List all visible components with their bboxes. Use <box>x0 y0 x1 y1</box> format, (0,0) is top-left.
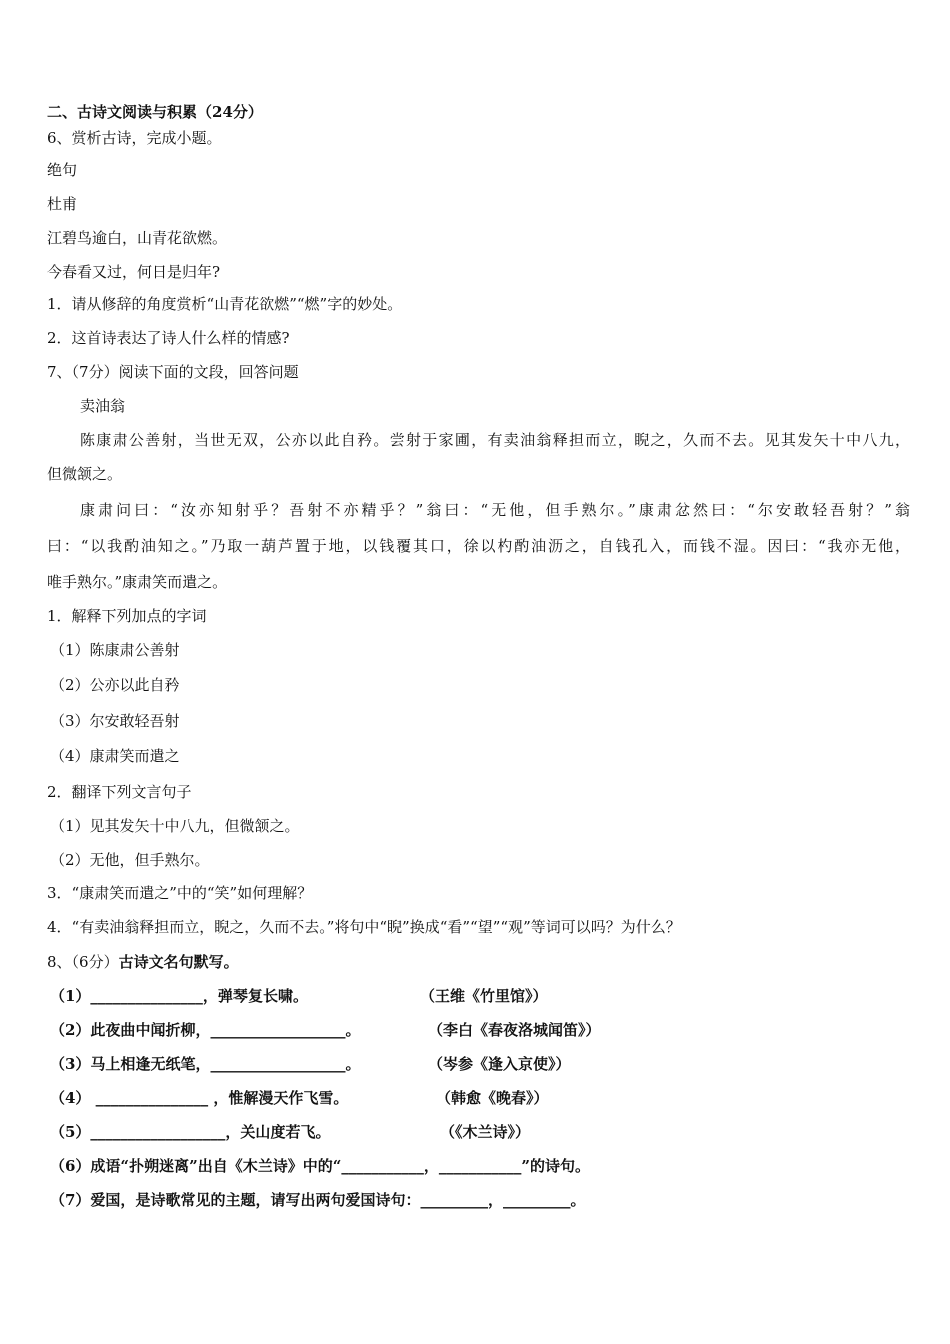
question-8-prefix: 8、（6分） <box>47 953 119 971</box>
q8-item-6: （6）成语“扑朔迷离”出自《木兰诗》中的“___________，___________”的诗句。 <box>50 1157 590 1175</box>
q8-item-5-source: （《木兰诗》） <box>440 1123 531 1141</box>
passage-para1-line2: 但微颔之。 <box>47 465 123 483</box>
poem-line-2: 今春看又过，何日是归年? <box>47 263 221 281</box>
q8-item-5: （5）__________________，关山度若飞。 <box>50 1123 331 1141</box>
q8-item-2: （2）此夜曲中闻折柳，__________________。 <box>50 1021 361 1039</box>
q8-item-3-source: （岑参《逢入京使》） <box>428 1055 571 1073</box>
q8-item-4-source: （韩愈《晚春》） <box>436 1089 549 1107</box>
poem-line-1: 江碧鸟逾白，山青花欲燃。 <box>47 229 228 247</box>
passage-title: 卖油翁 <box>80 397 126 415</box>
q7-word-item-1: （1）陈康肃公善射 <box>50 641 180 659</box>
q7-translate-item-2: （2）无他，但手熟尔。 <box>50 851 210 869</box>
question-6-intro: 6、赏析古诗，完成小题。 <box>47 129 222 147</box>
q7-word-item-2: （2）公亦以此自矜 <box>50 676 180 694</box>
question-7-intro: 7、（7分）阅读下面的文段，回答问题 <box>47 363 299 381</box>
q7-sub-question-3: 3．“康肃笑而遣之”中的“笑”如何理解？ <box>47 884 313 902</box>
q8-item-7: （7）爱国，是诗歌常见的主题，请写出两句爱国诗句：_________，_________。 <box>50 1191 586 1209</box>
passage-para2-line1: 康肃问曰：“汝亦知射乎？吾射不亦精乎？”翁曰：“无他，但手熟尔。”康肃忿然曰：“尔安敢轻吾射？”翁 <box>80 501 910 519</box>
passage-para2-line3: 唯手熟尔。”康肃笑而遣之。 <box>47 573 228 591</box>
question-8-heading <box>47 952 239 972</box>
q8-item-3: （3）马上相逢无纸笔，__________________。 <box>50 1055 361 1073</box>
poem-title: 绝句 <box>47 161 78 179</box>
q8-item-2-source: （李白《春夜洛城闻笛》） <box>428 1021 601 1039</box>
q7-sub-question-2: 2．翻译下列文言句子 <box>47 783 192 801</box>
q6-sub-question-1: 1．请从修辞的角度赏析“山青花欲燃”“燃”字的妙处。 <box>47 295 403 313</box>
q7-translate-item-1: （1）见其发矢十中八九，但微颔之。 <box>50 817 300 835</box>
passage-para2-line2: 曰：“以我酌油知之。”乃取一葫芦置于地，以钱覆其口，徐以杓酌油沥之，自钱孔入，而钱不湿。因曰：“我亦无他， <box>47 537 910 555</box>
q7-sub-question-1: 1．解释下列加点的字词 <box>47 607 207 625</box>
passage-para1-line1: 陈康肃公善射，当世无双，公亦以此自矜。尝射于家圃，有卖油翁释担而立，睨之，久而不去。见其发矢十中八九， <box>80 431 910 449</box>
poem-author: 杜甫 <box>47 195 78 213</box>
q8-item-1-source: （王维《竹里馆》） <box>420 987 548 1005</box>
q7-word-item-3: （3）尔安敢轻吾射 <box>50 712 180 730</box>
q7-sub-question-4: 4．“有卖油翁释担而立，睨之，久而不去。”将句中“睨”换成“看”“望”“观”等词可以吗？为什么？ <box>47 918 681 936</box>
q8-item-1: （1）_______________，弹琴复长啸。 <box>50 987 308 1005</box>
section-title: 二、古诗文阅读与积累（24分） <box>47 103 263 121</box>
q7-word-item-4: （4）康肃笑而遣之 <box>50 747 180 765</box>
q6-sub-question-2: 2．这首诗表达了诗人什么样的情感? <box>47 329 290 347</box>
q8-item-4: （4） _______________ ，惟解漫天作飞雪。 <box>50 1089 349 1107</box>
question-8-title: 古诗文名句默写。 <box>118 953 239 971</box>
